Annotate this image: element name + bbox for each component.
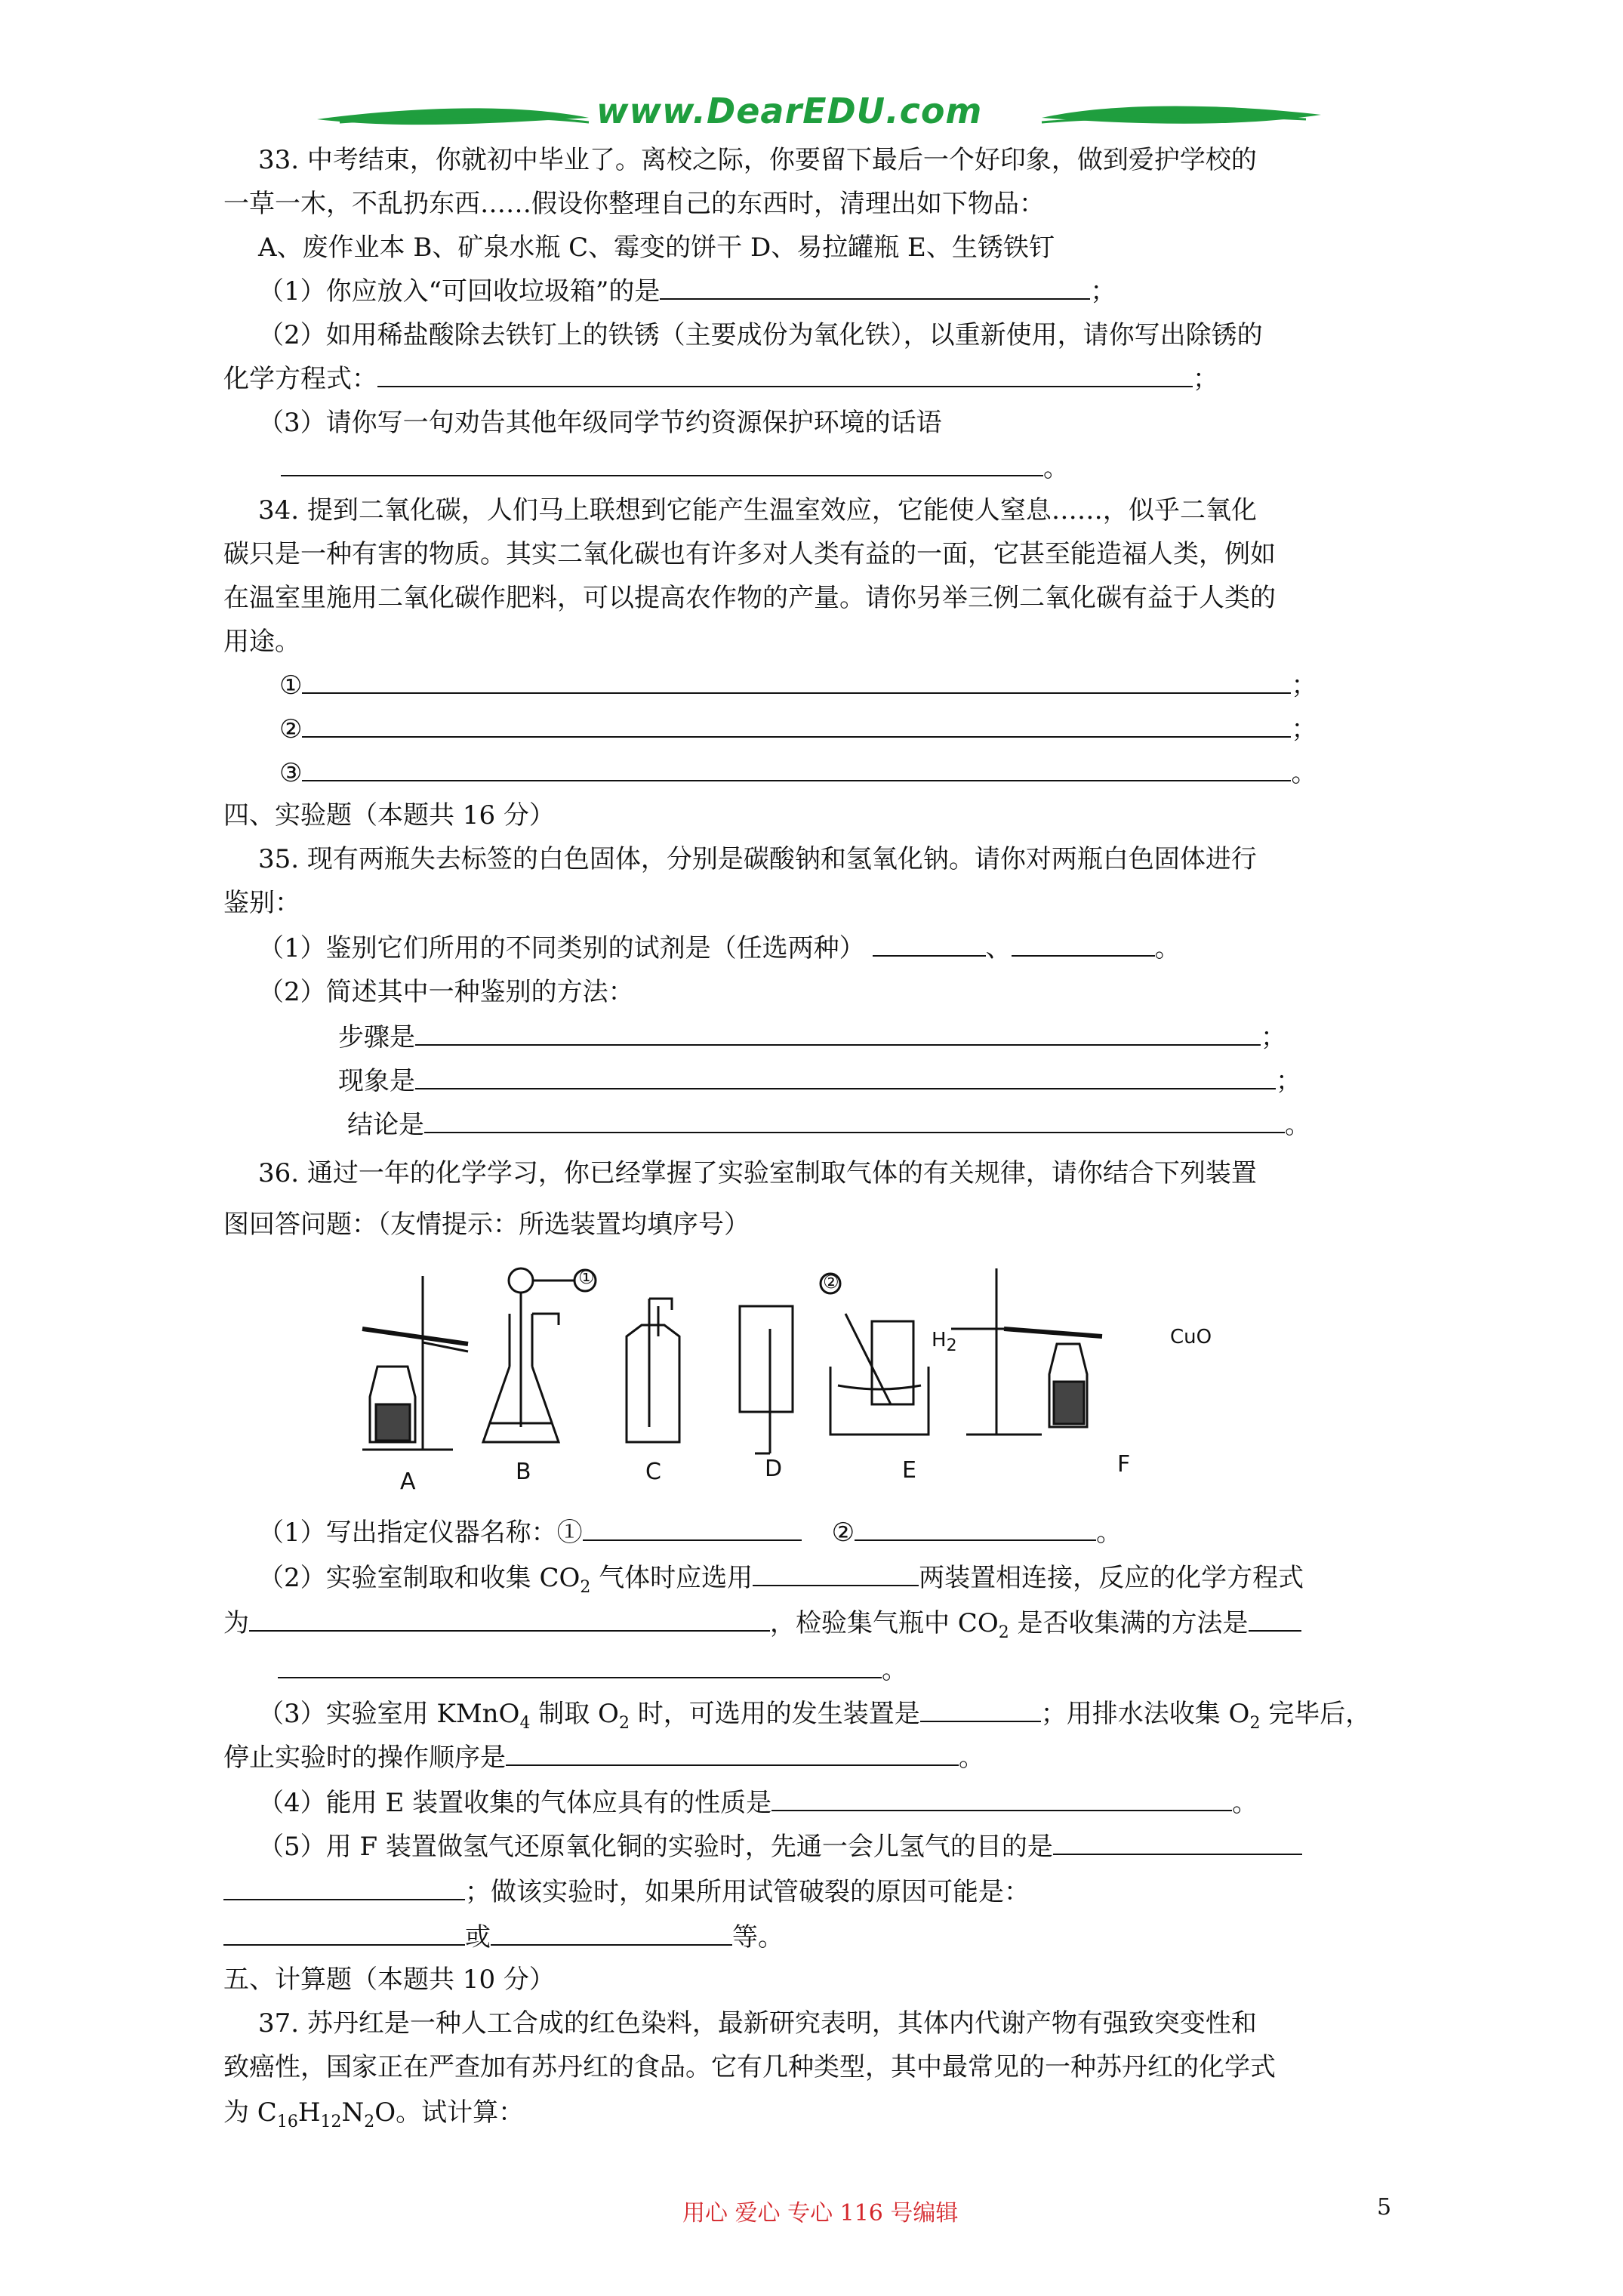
answer-blank[interactable]: [302, 713, 1291, 738]
q36-part2-line3: 。: [278, 1653, 907, 1687]
q36-part2-line2: 为 ，检验集气瓶中 $CO_2$ 是否收集满的方法是: [223, 1607, 1301, 1650]
q36-part2-line1: （2）实验室制取和收集 $CO_2$ 气体时应选用 两装置相连接，反应的化学方程式: [258, 1563, 1304, 1597]
answer-blank[interactable]: [415, 1065, 1276, 1089]
q33-line2: 一草一木，不乱扔东西……假设你整理自己的东西时，清理出如下物品：: [223, 189, 1045, 219]
q33-part3-answer: 。: [281, 451, 1069, 485]
apparatus-d: [740, 1306, 793, 1453]
answer-blank[interactable]: [660, 276, 1090, 300]
answer-blank[interactable]: [920, 1698, 1041, 1722]
apparatus-mark-2: ②: [823, 1271, 839, 1293]
footer-slogan: 用心 爱心 专心 116 号编辑: [682, 2200, 959, 2227]
answer-blank[interactable]: [771, 1787, 1232, 1811]
apparatus-label-d: D: [765, 1456, 783, 1482]
q37-line1: 37. 苏丹红是一种人工合成的红色染料，最新研究表明，其体内代谢产物有强致突变性和: [258, 2008, 1257, 2039]
answer-blank[interactable]: [415, 1022, 1261, 1046]
q33-part3: （3）请你写一句劝告其他年级同学节约资源保护环境的话语: [258, 408, 942, 438]
q37-line2: 致癌性，国家正在严查加有苏丹红的食品。它有几种类型，其中最常见的一种苏丹红的化学式: [223, 2052, 1276, 2082]
apparatus-h2: $H_2$: [932, 1329, 957, 1356]
q34-line3: 在温室里施用二氧化碳作肥料，可以提高农作物的产量。请你另举三例二氧化碳有益于人类的: [223, 583, 1276, 613]
answer-blank[interactable]: [302, 670, 1291, 694]
q33-part1: （1）你应放入“可回收垃圾箱”的是 ；: [258, 276, 1116, 307]
answer-blank[interactable]: [583, 1517, 802, 1541]
q35-step: 步骤是 ；: [338, 1022, 1286, 1052]
apparatus-e: [821, 1274, 929, 1435]
q36-line1: 36. 通过一年的化学学习，你已经掌握了实验室制取气体的有关规律，请你结合下列装置: [258, 1158, 1257, 1188]
answer-blank[interactable]: [1249, 1607, 1301, 1632]
q36-part5-line3: 或 等。: [223, 1921, 784, 1954]
q36-part3-line1: （3）实验室用 KMnO$_4$ 制取 $O_2$ 时，可选用的发生装置是 ；用排水法收集 $O_2$ 完毕后，: [258, 1699, 1372, 1733]
apparatus-f: [951, 1268, 1102, 1435]
q33-part2-line2: 化学方程式： ；: [223, 364, 1218, 394]
answer-blank[interactable]: [1012, 932, 1155, 957]
apparatus-label-b: B: [516, 1459, 531, 1485]
q35-phenomenon: 现象是 ；: [338, 1066, 1301, 1096]
q34-answer-2: ② ；: [279, 714, 1317, 744]
answer-blank[interactable]: [249, 1607, 770, 1632]
q34-line1: 34. 提到二氧化碳，人们马上联想到它能产生温室效应，它能使人窒息……，似乎二氧化: [258, 495, 1257, 525]
apparatus-cuo: CuO: [1170, 1326, 1212, 1348]
answer-blank[interactable]: [302, 757, 1291, 781]
q34-answer-1: ① ；: [279, 670, 1317, 701]
q35-part1: （1）鉴别它们所用的不同类别的试剂是（任选两种） 、 。: [258, 933, 1181, 963]
q35-line1: 35. 现有两瓶失去标签的白色固体，分别是碳酸钠和氢氧化钠。请你对两瓶白色固体进行: [258, 844, 1257, 874]
answer-blank[interactable]: [855, 1517, 1096, 1541]
q35-line2: 鉴别：: [223, 888, 300, 918]
apparatus-c: [627, 1299, 679, 1442]
q34-line2: 碳只是一种有害的物质。其实二氧化碳也有许多对人类有益的一面，它甚至能造福人类，例如: [223, 539, 1276, 569]
answer-blank[interactable]: [223, 1876, 465, 1900]
apparatus-b: [483, 1268, 596, 1442]
q37-line3: 为 $C_{16}H_{12}N_2O$。试计算：: [223, 2097, 525, 2131]
apparatus-label-a: A: [400, 1469, 416, 1495]
section-5-title: 五、计算题（本题共 10 分）: [223, 1965, 555, 1995]
answer-blank[interactable]: [753, 1562, 919, 1586]
q33-line1: 33. 中考结束，你就初中毕业了。离校之际，你要留下最后一个好印象，做到爱护学校的: [258, 145, 1257, 175]
q34-line4: 用途。: [223, 627, 300, 657]
q35-part2: （2）简述其中一种鉴别的方法：: [258, 977, 634, 1007]
apparatus-diagram: [347, 1253, 1238, 1495]
answer-blank[interactable]: [223, 1922, 465, 1946]
q36-part3-line2: 停止实验时的操作顺序是 。: [223, 1743, 984, 1773]
answer-blank[interactable]: [491, 1922, 732, 1946]
answer-blank[interactable]: [278, 1654, 882, 1678]
q33-items: A、废作业本 B、矿泉水瓶 C、霉变的饼干 D、易拉罐瓶 E、生锈铁钉: [258, 233, 1055, 263]
q36-part1: （1）写出指定仪器名称：① ② 。: [258, 1518, 1123, 1548]
q36-part4: （4）能用 E 装置收集的气体应具有的性质是 。: [258, 1788, 1258, 1818]
apparatus-mark-1: ①: [578, 1267, 595, 1288]
apparatus-label-f: F: [1117, 1451, 1131, 1478]
q36-part5-line1: （5）用 F 装置做氢气还原氧化铜的实验时，先通一会儿氢气的目的是: [258, 1830, 1302, 1863]
q36-part5-line2: ；做该实验时，如果所用试管破裂的原因可能是：: [223, 1875, 1030, 1909]
answer-blank[interactable]: [1053, 1831, 1302, 1855]
answer-blank[interactable]: [377, 363, 1193, 387]
apparatus-label-c: C: [645, 1459, 661, 1485]
answer-blank[interactable]: [873, 932, 986, 957]
answer-blank[interactable]: [281, 452, 1043, 476]
apparatus-a: [362, 1276, 468, 1450]
q36-line2: 图回答问题：（友情提示：所选装置均填序号）: [223, 1210, 750, 1240]
answer-blank[interactable]: [506, 1742, 959, 1766]
site-logo-text: www.DearEDU.com: [596, 91, 983, 131]
q35-conclusion: 结论是 。: [347, 1110, 1310, 1140]
answer-blank[interactable]: [424, 1109, 1285, 1133]
section-4-title: 四、实验题（本题共 16 分）: [223, 800, 555, 831]
q34-answer-3: ③ 。: [279, 758, 1317, 788]
q33-part2-line1: （2）如用稀盐酸除去铁钉上的铁锈（主要成份为氧化铁），以重新使用，请你写出除锈的: [258, 320, 1263, 350]
apparatus-figure: [347, 1253, 1238, 1495]
apparatus-label-e: E: [902, 1457, 916, 1484]
page-number: 5: [1377, 2194, 1392, 2220]
